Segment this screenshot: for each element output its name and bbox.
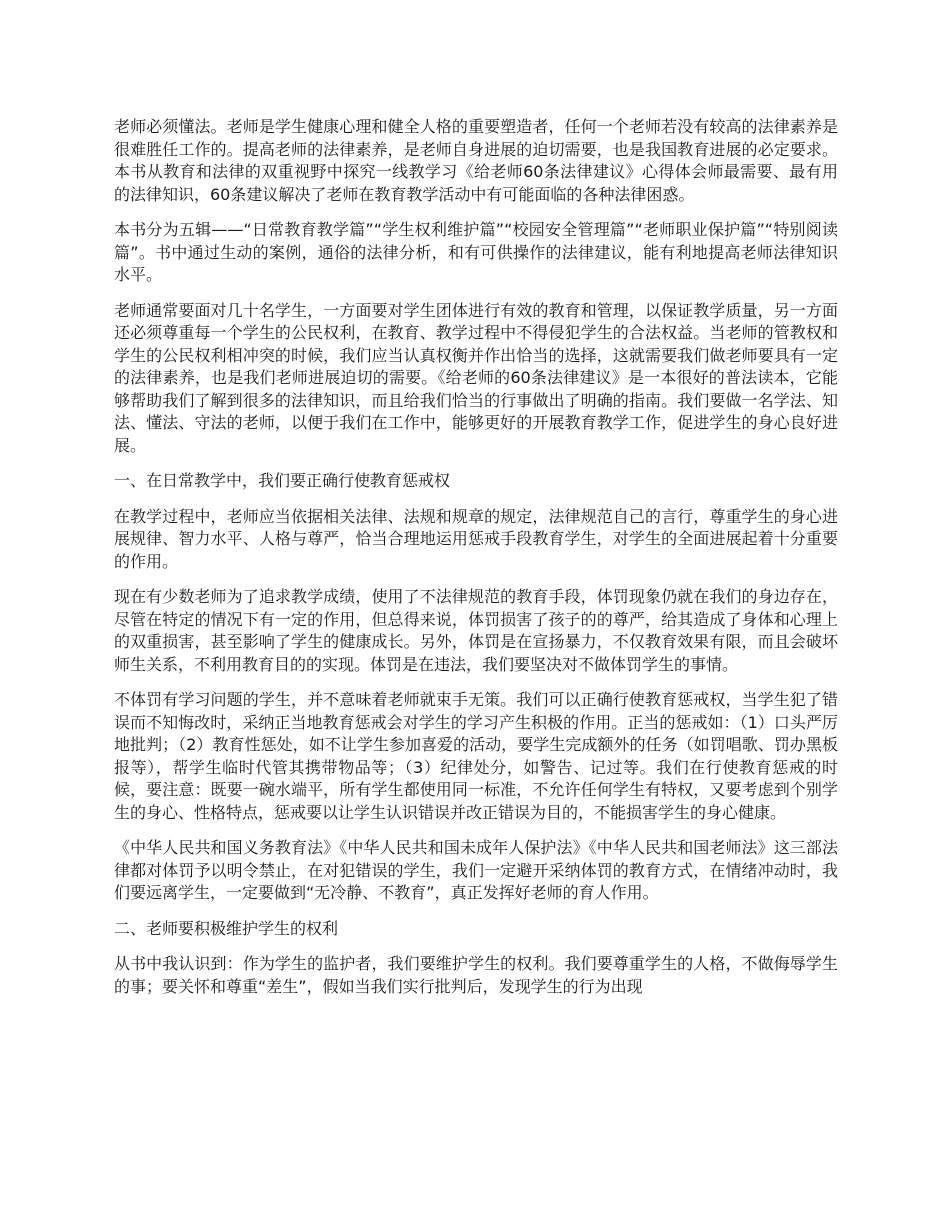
document-body — [114, 116, 838, 1011]
paragraph: 现在有少数老师为了追求教学成绩，使用了不法律规范的教育手段，体罚现象仍就在我们的身边存在，尽管在特定的情况下有一定的作用，但总得来说，体罚损害了孩子的的尊严，给其造成了身体和心理上的双重损害，甚至影响了学生的健康成长。另外，体罚是在宣扬暴力，不仅教育效果有限，而且会破坏师生关系，不利用教育目的的实现。体罚是在违法，我们要坚决对不做体罚学生的事情。 — [114, 587, 838, 674]
paragraph: 老师通常要面对几十名学生，一方面要对学生团体进行有效的教育和管理，以保证教学质量，另一方面还必须尊重每一个学生的公民权利，在教育、教学过程中不得侵犯学生的合法权益。当老师的管教权和学生的公民权利相冲突的时候，我们应当认真权衡并作出恰当的选择，这就需要我们做老师要具有一定的法律素养，也是我们老师进展迫切的需要。《给老师的60条法律建议》是一本很好的普法读本，它能够帮助我们了解到很多的法律知识，而且给我们恰当的行事做出了明确的指南。我们要做一名学法、知法、懂法、守法的老师，以便于我们在工作中，能够更好的开展教育教学工作，促进学生的身心良好进展。 — [114, 300, 838, 455]
paragraph: 不体罚有学习问题的学生，并不意味着老师就束手无策。我们可以正确行使教育惩戒权，当学生犯了错误而不知悔改时，采纳正当地教育惩戒会对学生的学习产生积极的作用。正当的惩戒如：（1）口头严厉地批判；（2）教育性惩处，如不让学生参加喜爱的活动，要学生完成额外的任务（如罚唱歌、罚办黑板报等），帮学生临时代管其携带物品等；（3）纪律处分，如警告、记过等。我们在行使教育惩戒的时候，要注意：既要一碗水端平，所有学生都使用同一标准，不允许任何学生有特权，又要考虑到个别学生的身心、性格特点，惩戒要以让学生认识错误并改正错误为目的，不能损害学生的身心健康。 — [114, 690, 838, 822]
section-heading: 二、老师要积极维护学生的权利 — [114, 918, 339, 938]
paragraph: 《中华人民共和国义务教育法》《中华人民共和国未成年人保护法》《中华人民共和国老师法》这三部法律都对体罚予以明令禁止，在对犯错误的学生，我们一定避开采纳体罚的教育方式，在情绪冲动时，我们要远离学生，一定要做到“无冷静、不教育”，真正发挥好老师的育人作用。 — [114, 838, 838, 902]
paragraph: 在教学过程中，老师应当依据相关法律、法规和规章的规定，法律规范自己的言行，尊重学生的身心进展规律、智力水平、人格与尊严，恰当合理地运用惩戒手段教育学生，对学生的全面进展起着十分重要的作用。 — [114, 506, 838, 571]
section-heading: 一、在日常教学中，我们要正确行使教育惩戒权 — [114, 471, 451, 490]
paragraph: 老师必须懂法。老师是学生健康心理和健全人格的重要塑造者，任何一个老师若没有较高的法律素养是很难胜任工作的。提高老师的法律素养，是老师自身进展的迫切需要，也是我国教育进展的必定要求。本书从教育和法律的双重视野中探究一线教学习《给老师60条法律建议》心得体会师最需要、最有用的法律知识，60条建议解决了老师在教育教学活动中有可能面临的各种法律困惑。 — [114, 117, 838, 204]
paragraph: 从书中我认识到：作为学生的监护者，我们要维护学生的权利。我们要尊重学生的人格，不做侮辱学生的事；要关怀和尊重“差生”，假如当我们实行批判后，发现学生的行为出现 — [114, 954, 838, 996]
paragraph: 本书分为五辑——“日常教育教学篇”“学生权利维护篇”“校园安全管理篇”“老师职业保护篇”“特别阅读篇”。书中通过生动的案例，通俗的法律分析，和有可供操作的法律建议，能有利地提高老师法律知识水平。 — [114, 220, 838, 284]
